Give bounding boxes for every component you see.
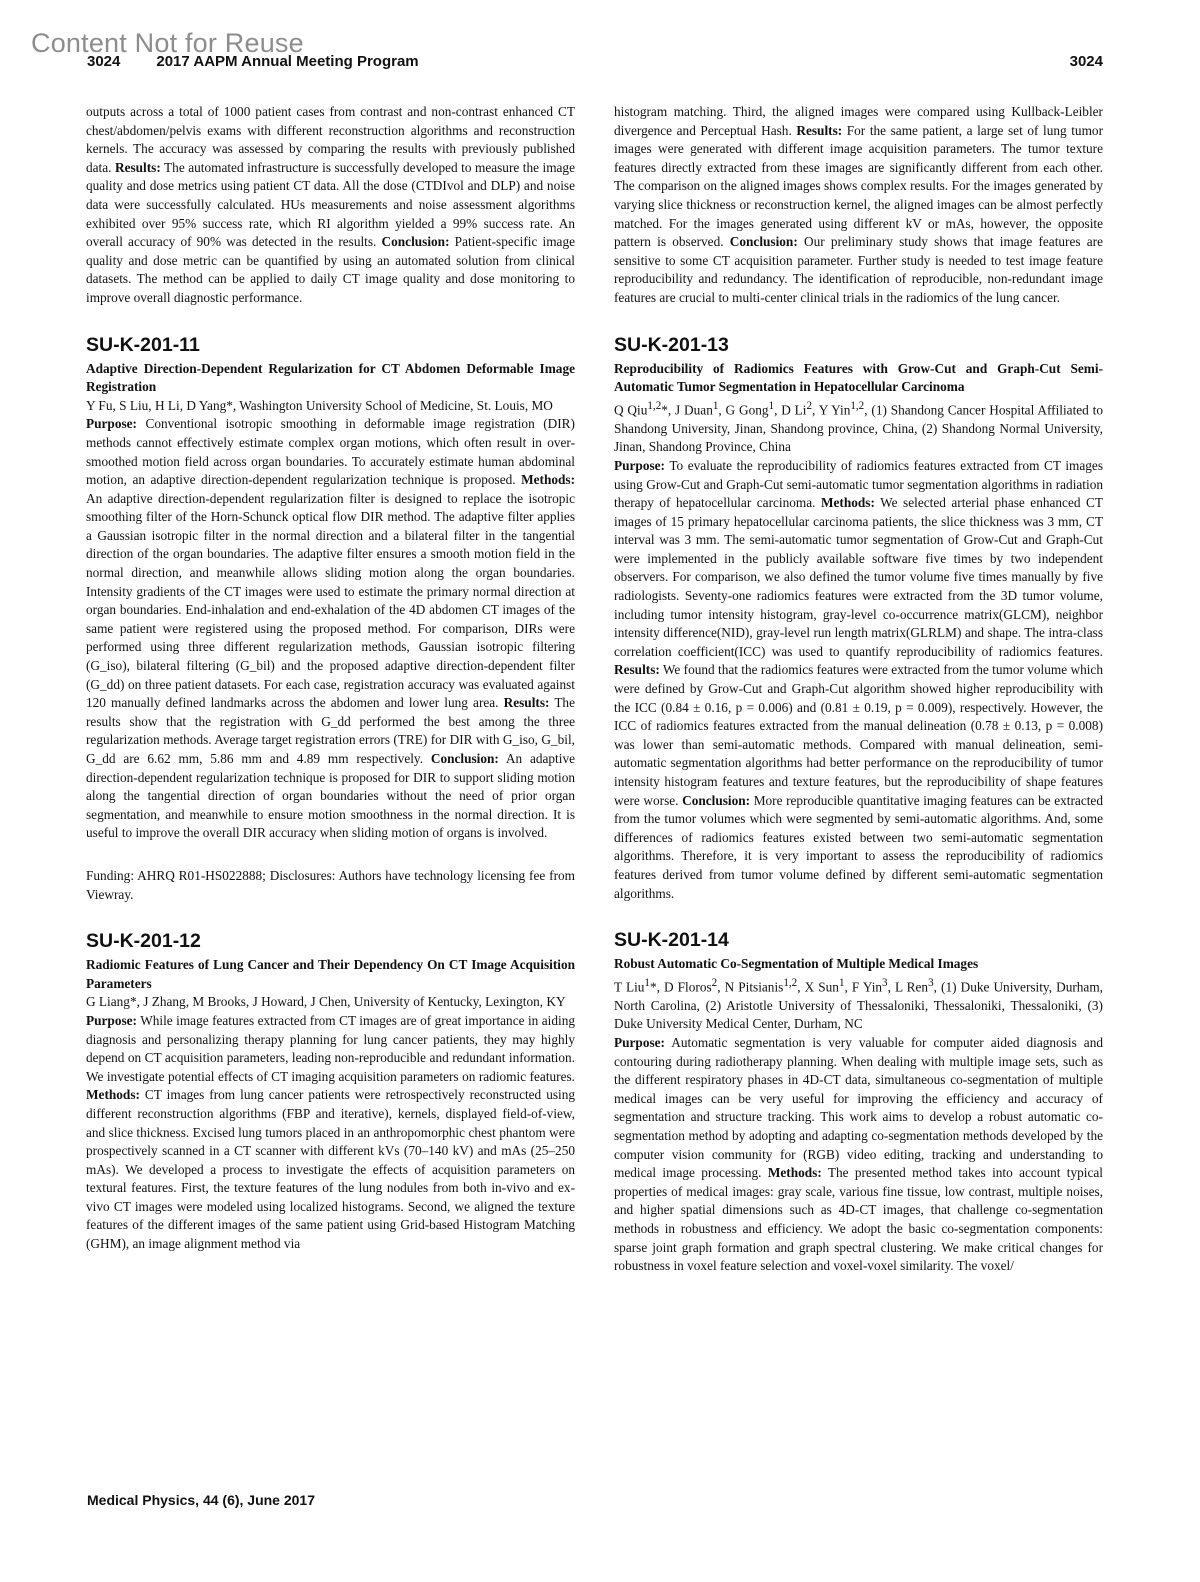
abstract-body: Purpose: Conventional isotropic smoothing in deformable image registration (DIR) methods cannot effectively estimate complex organ motions, which often result in over-smoothed motion field across organ boundaries. To accurately estimate human abdominal motion, an adaptive direction-dependent regularization technique is proposed. Methods: An adaptive direction-dependent regularization filter is designed to replace the isotropic smoothing filter of the Horn-Schunck optical flow DIR method. The adaptive filter applies a Gaussian isotropic filter in the normal direction and a bilateral filter in the tangential direction of the organ boundaries. The adaptive filter ensures a smooth motion field in the normal direction, and meanwhile allows sliding motion along the organ boundaries. Intensity gradients of the CT images were used to estimate the primary normal direction at organ boundaries. End-inhalation and end-exhalation of the 4D abdomen CT images of the same patient were registered using the proposed method. For comparison, DIRs were performed using three different regularization methods, Gaussian isotropic filtering (G_iso), bilateral filtering (G_bil) and the proposed adaptive direction-dependent filter (G_dd) on three patient datasets. For each case, registration accuracy was evaluated against 120 manually defined landmarks across the abdomen and lower lung area. Results: The results show that the registration with G_dd performed the best among the three regularization methods. Average target registration errors (TRE) for DIR with G_iso, G_bil, G_dd are 6.62 mm, 5.86 mm and 4.89 mm respectively. Conclusion: An adaptive direction-dependent regularization technique is proposed for DIR to support sliding motion along the tangential direction of organ boundaries without the need of prior organ segmentation, and meanwhile to ensure motion smoothness in the normal direction. It is useful to improve the overall DIR accuracy when sliding motion of organs is involved. xyxy=(86,416,575,841)
abstract-body: Purpose: Automatic segmentation is very valuable for computer aided diagnosis and contouring during radiotherapy planning. When dealing with multiple image sets, such as the different respiratory phases in 4D-CT data, simultaneous co-segmentation of multiple medical images can be very useful for improving the efficiency and accuracy of segmentation and structure tracking. This work aims to develop a robust automatic co-segmentation method by adopting and adapting co-segmentation methods developed by the computer vision community for (RGB) video editing, tracking and understanding to medical image processing. Methods: The presented method takes into account typical properties of medical images: gray scale, various fine tissue, low contrast, multiple noises, and higher spatial dimensions such as 4D-CT images, that challenge co-segmentation methods in robustness and efficiency. We adopt the basic co-segmentation components: sparse joint graph formation and graph spectral clustering. We make critical changes for robustness in voxel feature selection and voxel-voxel similarity. The voxel/ xyxy=(614,1034,1103,1274)
right-column xyxy=(614,103,1103,1276)
abstract-id: SU-K-201-11 xyxy=(86,333,200,356)
abstract-su-k-201-13 xyxy=(614,334,1103,904)
abstract-authors: T Liu$^1$*, D Floros$^2$, N Pitsianis$^{1,2}$, X Sun$^1$, F Yin$^3$, L Ren$^3$, (1) Duke University, Durham, North Carolina, (2) Aristotle University of Thessaloniki, Thessaloniki, Thessaloniki, (3) Duke University Medical Center, Durham, NC xyxy=(614,976,1104,1032)
abstract-su-k-201-12 xyxy=(86,930,575,1254)
abstract-title: Robust Automatic Co-Segmentation of Multiple Medical Images xyxy=(614,956,979,972)
abstract-title: Adaptive Direction-Dependent Regularization for CT Abdomen Deformable Image Registration xyxy=(86,360,575,395)
abstract-id: SU-K-201-12 xyxy=(86,930,201,953)
abstract-authors: Y Fu, S Liu, H Li, D Yang*, Washington University School of Medicine, St. Louis, MO xyxy=(86,397,553,413)
funding-disclosure: Funding: AHRQ R01-HS022888; Disclosures: Authors have technology licensing fee from Viewray. xyxy=(86,867,575,902)
left-column xyxy=(86,103,575,1254)
abstract-body: Purpose: To evaluate the reproducibility of radiomics features extracted from CT images using Grow-Cut and Graph-Cut semi-automatic tumor segmentation algorithms in radiation therapy of hepatocellular carcinoma. Methods: We selected arterial phase enhanced CT images of 15 primary hepatocellular carcinoma patients, the slice thickness was 3 mm, CT interval was 3 mm. The semi-automatic tumor segmentation of Grow-Cut and Graph-Cut were implemented in the publicly available software five times by two independent observers. For comparison, we also defined the tumor volume five times manually by five radiologists. Seventy-one radiomics features were extracted from the 3D tumor volume, including tumor intensity histogram, gray-level co-occurrence matrix(GLCM), neighbor intensity difference(NID), gray-level run length matrix(GLRLM) and shape. The intra-class correlation coefficient(ICC) was used to quantify reproducibility of radiomics features. Results: We found that the radiomics features were extracted from the tumor volume which were defined by Grow-Cut and Graph-Cut algorithm showed higher reproducibility with the ICC (0.84 ± 0.16, p = 0.006) and (0.81 ± 0.19, p = 0.009), respectively. However, the ICC of radiomics features extracted from the manual delineation (0.78 ± 0.13, p = 0.008) was lower than semi-automatic methods. Compared with manual delineation, semi-automatic segmentation algorithms had better performance on the reproducibility of tumor intensity histogram features and texture features, but the reproducibility of shape features were worse. Conclusion: More reproducible quantitative imaging features can be extracted from the tumor volumes which were segmented by semi-automatic algorithms. And, some differences of radiomics features existed between two semi-automatic segmentation algorithms. Therefore, it is very important to assess the reproducibility of radiomics features derived from tumor volume defined by different semi-automatic segmentation algorithms. xyxy=(614,457,1104,901)
abstract-body: Purpose: While image features extracted from CT images are of great importance in aiding diagnosis and personalizing therapy planning for lung cancer patients, they may highly depend on CT acquisition parameters, leading non-reproducible and redundant information. We investigate potential effects of CT imaging acquisition parameters on radiomic features. Methods: CT images from lung cancer patients were retrospectively reconstructed using different reconstruction algorithms (FBP and iterative), kernels, displayed field-of-view, and slice thickness. Excised lung tumors placed in an anthropomorphic chest phantom were prospectively scanned in a CT scanner with different kVs (70–140 kV) and mAs (25–250 mAs). We developed a process to investigate the effects of acquisition parameters on textural features. First, the texture features of the lung nodules from both in-vivo and ex-vivo CT images were modeled using localized histograms. Second, we aligned the texture features of the different images of the same patient using Grid-based Histogram Matching (GHM), an image alignment method via xyxy=(86,1012,576,1252)
abstract-title: Reproducibility of Radiomics Features with Grow-Cut and Graph-Cut Semi-Automatic Tumor Segmentation in Hepatocellular Carcinoma xyxy=(614,360,1103,395)
page-number-right: 3024 xyxy=(1069,53,1103,70)
abstract-id: SU-K-201-13 xyxy=(614,333,729,356)
abstract-id: SU-K-201-14 xyxy=(614,929,729,952)
abstract-su-k-201-11 xyxy=(86,334,575,905)
watermark: Content Not for Reuse xyxy=(31,28,304,58)
abstract-authors: G Liang*, J Zhang, M Brooks, J Howard, J Chen, University of Kentucky, Lexington, KY xyxy=(86,994,566,1010)
abstract-title: Radiomic Features of Lung Cancer and Their Dependency On CT Image Acquisition Parameters xyxy=(86,957,575,991)
continued-abstract-text: histogram matching. Third, the aligned images were compared using Kullback-Leibler divergence and Perceptual Hash. Results: For the same patient, a large set of lung tumor images were generated with different image acquisition parameters. The tumor texture features directly extracted from these images are significantly different from each other. The comparison on the aligned images shows complex results. For the images generated by varying slice thickness or reconstruction kernel, the aligned images can be almost perfectly matched. For the images generated using different kV or mAs, however, the opposite pattern is observed. Conclusion: Our preliminary study shows that image features are sensitive to some CT acquisition parameter. Further study is needed to test image feature reproducibility and redundancy. The identification of reproducible, non-redundant image features are crucial to multi-center clinical trials in the radiomics of the lung cancer. xyxy=(614,104,1103,305)
abstract-su-k-201-14 xyxy=(614,929,1103,1276)
page-number-left: 3024 xyxy=(87,53,121,70)
abstract-authors: Q Qiu$^{1,2}$*, J Duan$^1$, G Gong$^1$, D Li$^2$, Y Yin$^{1,2}$, (1) Shandong Cancer Hospital Affiliated to Shandong University, Jinan, Shandong province, China, (2) Shandong Normal University, Jinan, Shandong Province, China xyxy=(614,399,1103,455)
journal-footer: Medical Physics, 44 (6), June 2017 xyxy=(87,1492,316,1508)
continued-abstract-text: outputs across a total of 1000 patient cases from contrast and non-contrast enhanced CT chest/abdomen/pelvis exams with different reconstruction algorithms and reconstruction kernels. The accuracy was assessed by comparing the results with previously published data. Results: The automated infrastructure is successfully developed to measure the image quality and dose metrics using patient CT data. All the dose (CTDIvol and DLP) and noise data were successfully calculated. HUs measurements and noise assessment algorithms exhibited over 95% success rate, which RI algorithm yielded a 99% success rate. An overall accuracy of 90% was detected in the results. Conclusion: Patient-specific image quality and dose metric can be quantified by using an automated solution from clinical datasets. The method can be applied to daily CT image quality and dose monitoring to improve overall diagnostic performance. xyxy=(86,104,576,305)
journal-program-title: 2017 AAPM Annual Meeting Program xyxy=(156,53,419,70)
